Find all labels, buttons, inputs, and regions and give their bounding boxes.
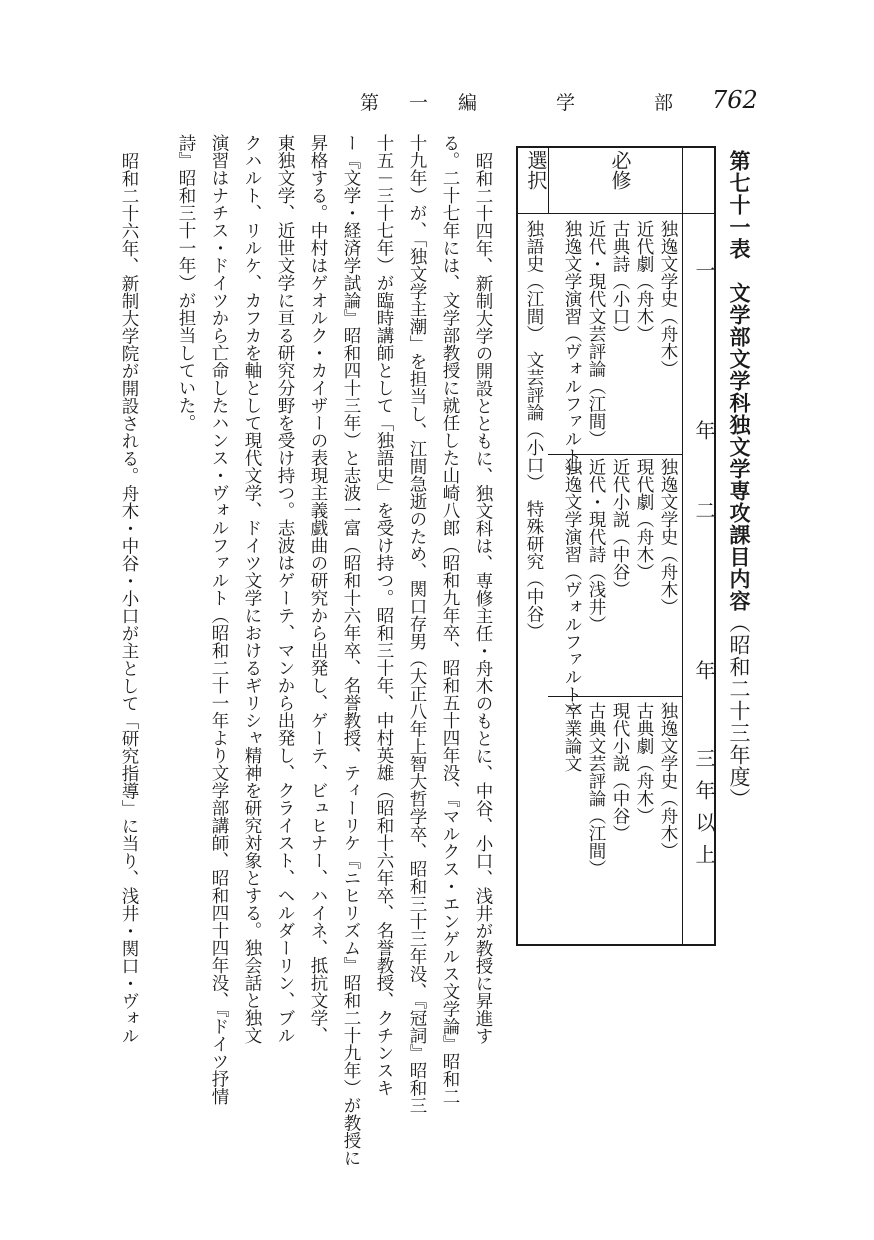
column-heading-year-3: 三年以上 xyxy=(692,748,716,876)
body-paragraph-line: 東独文学、近世文学に亘る研究分野を受け持つ。志波はゲーテ、マンから出発し、クライスト、ヘルダーリン、ブル xyxy=(275,134,295,1044)
column-heading-year-1: 一 年 xyxy=(692,260,716,500)
table-rule-header xyxy=(516,213,716,214)
body-paragraph-line: 十五－三十七年）が臨時講師として「独語史」を受け持つ。昭和三十年、中村英雄（昭和十六年卒、名誉教授、クチンスキ xyxy=(374,134,394,1097)
year-1-required-course: 独逸文学史（舟木） xyxy=(658,220,678,378)
year-3-required-course: 独逸文学史（舟木） xyxy=(658,702,678,860)
year-2-required-course: 近代・現代詩（浅井） xyxy=(586,458,606,633)
body-paragraph-line: 演習はナチス・ドイツから亡命したハンス・ヴォルファルト（昭和二十一年より文学部講師、昭和四十四年没、『ドイツ抒情 xyxy=(209,134,229,1106)
body-paragraph-line: る。二十七年には、文学部教授に就任した山崎八郎（昭和九年卒、昭和五十四年没、『マルクス・エンゲルス文学論』昭和二 xyxy=(440,134,460,1106)
year-3-required-course: 現代小説（中谷） xyxy=(610,702,630,842)
year-1-required-course: 独逸文学演習（ヴォルファルト） xyxy=(562,220,582,483)
body-paragraph-line: 詩』昭和三十一年）が担当していた。 xyxy=(176,134,196,432)
body-paragraph-line: ー『文学・経済学試論』昭和四十三年）と志波一富（昭和十六年卒、名誉教授、ティーリケ『ニヒリズム』昭和二十九年）が教授に xyxy=(341,134,361,1167)
table-rule-left xyxy=(516,146,518,946)
body-paragraph-line: クハルト、リルケ、カフカを軸として現代文学、ドイツ文学におけるギリシャ精神を研究対象とする。独会話と独文 xyxy=(242,134,262,1044)
page-number: 762 xyxy=(712,86,758,114)
year-2-required-course: 独逸文学演習（ヴォルファルト） xyxy=(562,458,582,721)
year-1-required-course: 古典詩（小口） xyxy=(610,220,630,343)
year-2-required-course: 独逸文学史（舟木） xyxy=(658,458,678,616)
body-paragraph-line: 昭和二十六年、新制大学院が開設される。舟木・中谷・小口が主として「研究指導」に当り、浅井・関口・ヴォル xyxy=(119,152,139,1045)
table-title-year: （昭和二十三年度） xyxy=(727,612,751,810)
body-paragraph-line: 昭和二十四年、新制大学の開設とともに、独文科は、専修主任・舟木のもとに、中谷、小口、浅井が教授に昇進す xyxy=(473,152,493,1045)
row-label-required: 必修 xyxy=(608,150,632,190)
table-title-main: 第七十一表 文学部文学科独文学専攻課目内容 xyxy=(727,150,752,612)
year-3-required-course: 古典劇（舟木） xyxy=(634,702,654,825)
table-rule-year-column xyxy=(682,146,683,946)
year-2-required-course: 現代劇（舟木） xyxy=(634,458,654,581)
elective-courses: 独語史（江間） 文芸評論（小口） 特殊研究（中谷） xyxy=(524,220,544,640)
row-label-elective: 選択 xyxy=(524,150,548,190)
year-1-required-course: 近代・現代文芸評論（江間） xyxy=(586,220,606,448)
table-title xyxy=(724,150,754,810)
body-paragraph-line: 昇格する。中村はゲオルク・カイザーの表現主義戯曲の研究から出発し、ゲーテ、ビュヒナー、ハイネ、抵抗文学、 xyxy=(308,134,328,1044)
year-3-required-course: 卒業論文 xyxy=(562,702,582,772)
year-2-required-course: 近代小説（中谷） xyxy=(610,458,630,598)
year-1-required-course: 近代劇（舟木） xyxy=(634,220,654,343)
running-header-section-title: 第一編 学 部 xyxy=(360,92,704,114)
column-heading-year-2: 二 年 xyxy=(692,500,716,740)
table-rule-bottom xyxy=(516,944,716,946)
body-paragraph-line: 十九年）が、「独文学主潮」を担当し、江間急逝のため、関口存男（大正八年上智大哲学卒、昭和三十三年没、『冠詞』昭和三 xyxy=(407,134,427,1114)
year-3-required-course: 古典文芸評論（江間） xyxy=(586,702,606,877)
table-rule-top xyxy=(516,146,716,148)
